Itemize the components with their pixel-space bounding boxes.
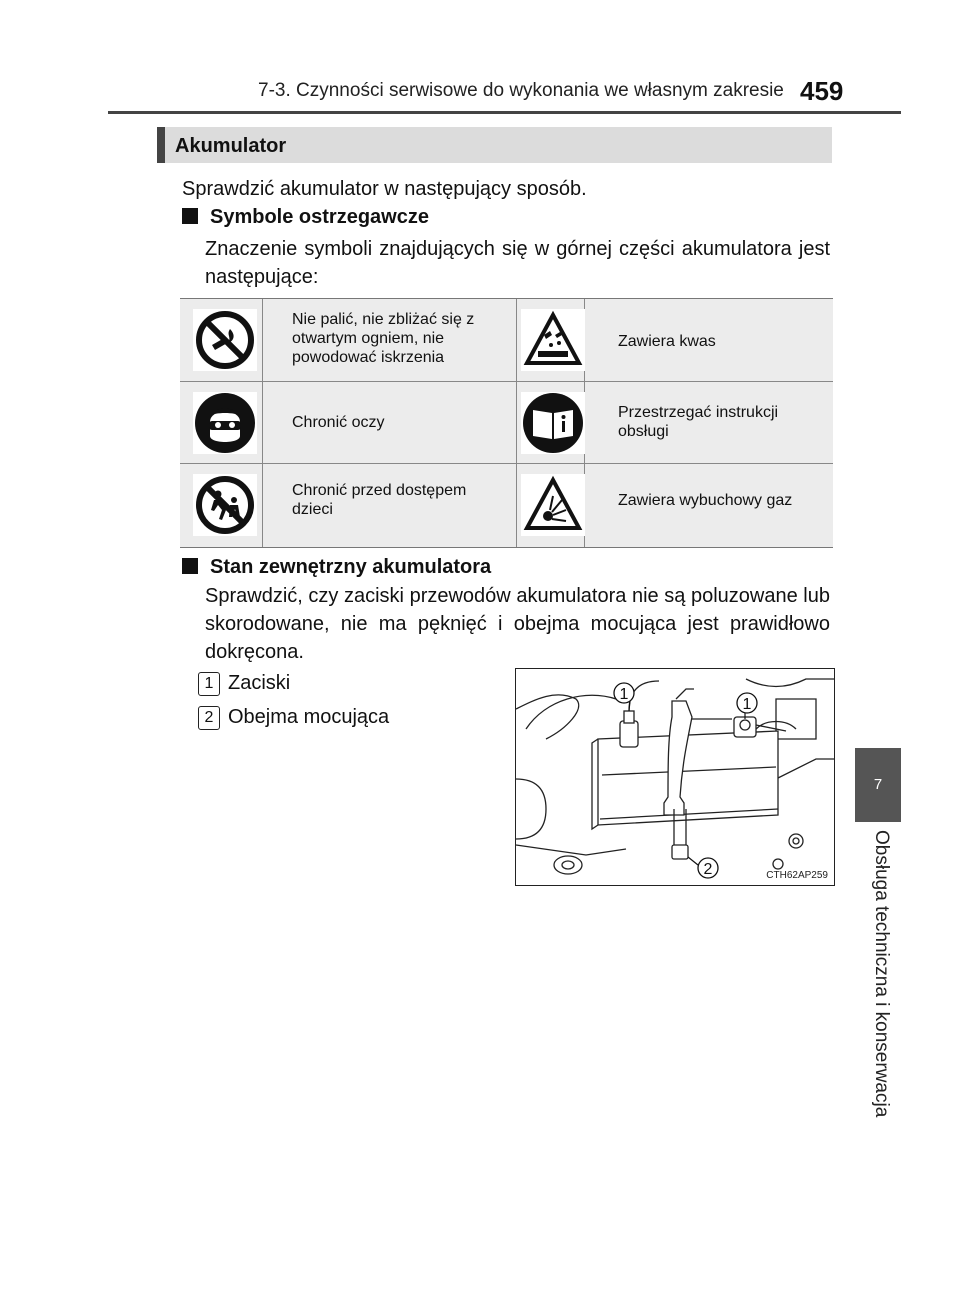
callout-1-terminal: 1 — [742, 696, 752, 713]
symbol-label: Chronić przed dostępem dzieci — [292, 482, 467, 518]
legend-item-terminals: 1 Zaciski — [198, 672, 290, 696]
warning-symbols-description: Znaczenie symboli znajdujących się w górnej części akumulatora jest następujące: — [205, 238, 830, 288]
read-manual-icon — [518, 388, 588, 458]
header-divider — [108, 111, 901, 114]
symbol-label: Zawiera kwas — [618, 333, 716, 350]
explosive-gas-warning-icon — [518, 470, 588, 540]
figure-code: CTH62AP259 — [766, 870, 828, 881]
table-row — [180, 463, 833, 546]
symbol-label: Zawiera wybuchowy gaz — [618, 492, 793, 509]
chapter-side-title: Obsługa techniczna i konserwacja — [871, 830, 892, 1118]
page-number: 459 — [800, 76, 844, 106]
symbol-label: Przestrzegać instrukcji obsługi — [618, 404, 779, 440]
battery-exterior-description: Sprawdzić, czy zaciski przewodów akumulatora nie są poluzowane lub skorodowane, nie ma pęknięć i obejma mocująca jest prawidłowo dokręcona. — [205, 585, 830, 663]
callout-number: 1 — [198, 672, 220, 696]
callout-number: 2 — [198, 706, 220, 730]
legend-item-hold-down-clamp: 2 Obejma mocująca — [198, 706, 389, 730]
battery-illustration — [515, 668, 835, 886]
bullet-square-icon — [182, 208, 198, 224]
battery-exterior-heading: Stan zewnętrzny akumulatora — [182, 556, 491, 579]
battery-drawing — [516, 669, 834, 885]
bullet-square-icon — [182, 558, 198, 574]
warning-symbols-heading: Symbole ostrzegawcze — [182, 206, 429, 229]
no-smoking-no-flame-icon — [190, 305, 260, 375]
section-marker — [157, 127, 165, 163]
corrosive-acid-warning-icon — [518, 305, 588, 375]
callout-1-terminal: 1 — [619, 686, 629, 703]
table-row — [180, 381, 833, 464]
chapter-title: 7-3. Czynności serwisowe do wykonania we własnym zakresie — [258, 80, 784, 101]
section-intro: Sprawdzić akumulator w następujący sposób. — [182, 178, 587, 200]
callout-2-clamp: 2 — [703, 861, 713, 878]
section-title: Akumulator — [175, 135, 287, 157]
symbol-label: Nie palić, nie zbliżać się z otwartym ogniem, nie powodować iskrzenia — [292, 311, 475, 366]
chapter-side-label — [835, 830, 925, 1130]
eye-protection-icon — [190, 388, 260, 458]
section-heading-bar — [157, 127, 832, 163]
keep-away-children-icon — [190, 470, 260, 540]
table-row — [180, 299, 833, 381]
symbol-label: Chronić oczy — [292, 414, 385, 431]
warning-symbols-table — [180, 298, 833, 548]
chapter-tab: 7 — [855, 748, 901, 822]
